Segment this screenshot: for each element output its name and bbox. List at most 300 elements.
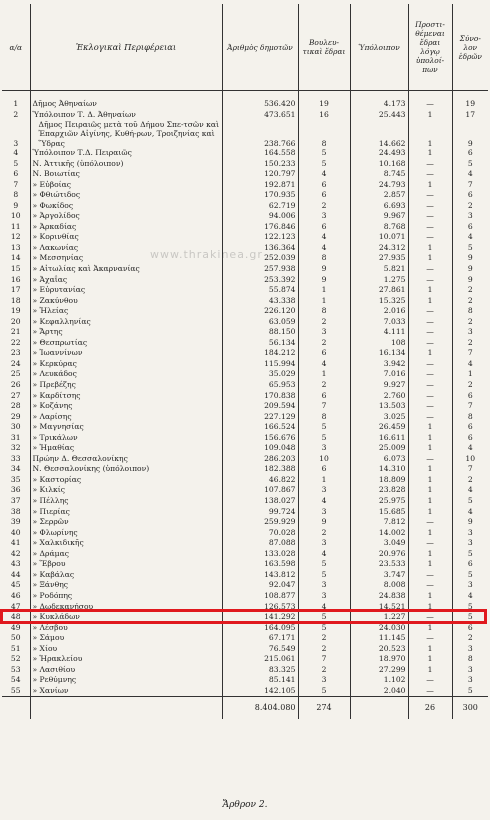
row-number: 54 <box>10 675 21 685</box>
table-row <box>2 359 488 370</box>
seats: 3 <box>298 675 350 686</box>
remainder: 7.016 <box>350 369 408 380</box>
row-number: 31 <box>10 432 21 442</box>
table-row <box>2 528 488 539</box>
population: 107.867 <box>222 485 298 496</box>
row-number: 53 <box>10 664 21 674</box>
seats: 7 <box>298 401 350 412</box>
population: 55.874 <box>222 285 298 296</box>
remainder: 2.040 <box>350 686 408 697</box>
population: 43.338 <box>222 296 298 307</box>
header-population: Ἀριθμὸς δημοτῶν <box>222 4 298 91</box>
row-number: 35 <box>10 474 21 484</box>
row-number: 32 <box>10 443 21 453</box>
row-number: 1 <box>13 99 19 108</box>
table-row <box>2 496 488 507</box>
extra-seats: 1 <box>408 644 452 655</box>
remainder: 14.521 <box>350 602 408 613</box>
row-number: 11 <box>10 221 21 231</box>
seats: 16 <box>298 110 350 121</box>
remainder: 2.760 <box>350 391 408 402</box>
table-row <box>2 159 488 170</box>
extra-seats: — <box>408 391 452 402</box>
remainder: 25.443 <box>350 110 408 121</box>
seats: 19 <box>298 99 350 110</box>
population: 536.420 <box>222 99 298 110</box>
district-name: » Αἰτωλίας καὶ Ἀκαρνανίας <box>30 264 222 275</box>
row-number: 13 <box>10 242 21 252</box>
seats: 4 <box>298 359 350 370</box>
population: 192.871 <box>222 180 298 191</box>
header-remainder: Ὑπόλοιπον <box>350 4 408 91</box>
seats: 1 <box>298 369 350 380</box>
extra-seats: — <box>408 159 452 170</box>
district-name: » Κιλκίς <box>30 485 222 496</box>
table-row <box>2 327 488 338</box>
seats: 4 <box>298 232 350 243</box>
remainder: 24.838 <box>350 591 408 602</box>
table-row <box>2 285 488 296</box>
extra-seats: 1 <box>408 528 452 539</box>
population: 62.719 <box>222 201 298 212</box>
table-header-row <box>2 4 488 91</box>
extra-seats: — <box>408 190 452 201</box>
remainder: 11.145 <box>350 633 408 644</box>
population: 166.524 <box>222 422 298 433</box>
remainder: 3.025 <box>350 412 408 423</box>
seats: 3 <box>298 327 350 338</box>
row-number: 46 <box>10 590 21 600</box>
row-number: 18 <box>10 295 21 305</box>
seats: 2 <box>298 644 350 655</box>
table-row <box>2 369 488 380</box>
extra-seats: — <box>408 538 452 549</box>
population: 56.134 <box>222 338 298 349</box>
district-name: » Ἰωαννίνων <box>30 348 222 359</box>
district-name: » Χανίων <box>30 686 222 697</box>
table-row <box>2 507 488 518</box>
seats: 2 <box>298 380 350 391</box>
population: 156.676 <box>222 433 298 444</box>
remainder: 20.523 <box>350 644 408 655</box>
extra-seats: — <box>408 570 452 581</box>
seats: 5 <box>298 148 350 159</box>
district-name: » Κοζάνης <box>30 401 222 412</box>
watermark: www.thrakinea.gr <box>150 248 263 261</box>
total-seats: 5 <box>452 612 488 623</box>
total-seats: 3 <box>452 211 488 222</box>
seats: 4 <box>298 243 350 254</box>
table-row <box>2 454 488 465</box>
seats: 2 <box>298 317 350 328</box>
row-number: 34 <box>10 464 21 474</box>
remainder: 3.942 <box>350 359 408 370</box>
remainder: 6.073 <box>350 454 408 465</box>
population: 184.212 <box>222 348 298 359</box>
population: 164.558 <box>222 148 298 159</box>
remainder: 8.745 <box>350 169 408 180</box>
remainder: 4.111 <box>350 327 408 338</box>
extra-seats: — <box>408 317 452 328</box>
seats: 6 <box>298 222 350 233</box>
seats: 4 <box>298 549 350 560</box>
table-row <box>2 433 488 444</box>
district-name: » Ἡρακλείου <box>30 654 222 665</box>
district-name: » Ζακύνθου <box>30 296 222 307</box>
population: 150.233 <box>222 159 298 170</box>
district-name: » Καστορίας <box>30 475 222 486</box>
remainder: 6.693 <box>350 201 408 212</box>
spacer-row <box>2 91 488 100</box>
table-row <box>2 559 488 570</box>
total-seats: 9 <box>452 120 488 148</box>
remainder: 8.008 <box>350 580 408 591</box>
seats: 7 <box>298 654 350 665</box>
extra-seats: 1 <box>408 422 452 433</box>
row-number: 27 <box>10 390 21 400</box>
extra-seats: 1 <box>408 496 452 507</box>
row-number: 23 <box>10 348 21 358</box>
population: 176.846 <box>222 222 298 233</box>
row-number: 12 <box>10 232 21 242</box>
remainder: 15.685 <box>350 507 408 518</box>
seats: 1 <box>298 285 350 296</box>
row-number: 43 <box>10 559 21 569</box>
seats: 5 <box>298 623 350 634</box>
total-seats-base: 274 <box>298 697 350 720</box>
extra-seats: — <box>408 612 452 623</box>
extra-seats: — <box>408 306 452 317</box>
extra-seats: 1 <box>408 623 452 634</box>
row-number: 21 <box>10 327 21 337</box>
table-row <box>2 443 488 454</box>
district-name: » Χαλκιδικῆς <box>30 538 222 549</box>
table-row <box>2 686 488 697</box>
total-seats: 3 <box>452 538 488 549</box>
extra-seats: — <box>408 169 452 180</box>
seats: 5 <box>298 159 350 170</box>
remainder: 23.828 <box>350 485 408 496</box>
population: 94.006 <box>222 211 298 222</box>
table-row <box>2 148 488 159</box>
extra-seats: 1 <box>408 602 452 613</box>
remainder: 15.325 <box>350 296 408 307</box>
district-name: » Μεσσηνίας <box>30 253 222 264</box>
extra-seats: — <box>408 380 452 391</box>
remainder: 2.016 <box>350 306 408 317</box>
extra-seats: 1 <box>408 464 452 475</box>
row-number: 38 <box>10 506 21 516</box>
extra-seats: 1 <box>408 253 452 264</box>
remainder: 14.002 <box>350 528 408 539</box>
total-seats: 9 <box>452 264 488 275</box>
seats: 1 <box>298 296 350 307</box>
population: 259.929 <box>222 517 298 528</box>
remainder: 10.168 <box>350 159 408 170</box>
population: 209.594 <box>222 401 298 412</box>
row-number: 17 <box>10 285 21 295</box>
total-seats: 2 <box>452 285 488 296</box>
remainder: 2.857 <box>350 190 408 201</box>
total-population: 8.404.080 <box>222 697 298 720</box>
table-row <box>2 275 488 286</box>
remainder: 10.071 <box>350 232 408 243</box>
total-seats: 6 <box>452 391 488 402</box>
total-seats: 6 <box>452 190 488 201</box>
total-seats: 7 <box>452 348 488 359</box>
row-number: 14 <box>10 253 21 263</box>
row-number: 26 <box>10 380 21 390</box>
total-seats: 7 <box>452 401 488 412</box>
population: 163.598 <box>222 559 298 570</box>
district-name: Δῆμος Ἀθηναίων <box>30 99 222 110</box>
total-seats: 6 <box>452 433 488 444</box>
table-row <box>2 338 488 349</box>
seats: 8 <box>298 253 350 264</box>
table-row <box>2 422 488 433</box>
total-seats: 9 <box>452 517 488 528</box>
population: 226.120 <box>222 306 298 317</box>
total-seats: 4 <box>452 507 488 518</box>
row-number: 9 <box>13 200 19 210</box>
row-number: 44 <box>10 569 21 579</box>
population: 122.123 <box>222 232 298 243</box>
district-name: Ὑπόλοιπον Τ. Δ. Ἀθηναίων <box>30 110 222 121</box>
row-number: 40 <box>10 527 21 537</box>
seats: 4 <box>298 602 350 613</box>
table-row <box>2 99 488 110</box>
seats: 3 <box>298 507 350 518</box>
population: 227.129 <box>222 412 298 423</box>
extra-seats: — <box>408 275 452 286</box>
extra-seats: 1 <box>408 120 452 148</box>
total-seats: 4 <box>452 485 488 496</box>
seats: 5 <box>298 686 350 697</box>
total-seats: 2 <box>452 633 488 644</box>
extra-seats: — <box>408 211 452 222</box>
table-row <box>2 665 488 676</box>
population: 65.953 <box>222 380 298 391</box>
extra-seats: — <box>408 633 452 644</box>
remainder: 24.793 <box>350 180 408 191</box>
remainder: 18.970 <box>350 654 408 665</box>
seats: 6 <box>298 190 350 201</box>
row-number: 47 <box>10 601 21 611</box>
population: 143.812 <box>222 570 298 581</box>
table-row <box>2 169 488 180</box>
population: 257.938 <box>222 264 298 275</box>
remainder: 25.975 <box>350 496 408 507</box>
extra-seats: — <box>408 454 452 465</box>
population: 182.388 <box>222 464 298 475</box>
row-number: 42 <box>10 548 21 558</box>
district-name: » Φωκίδος <box>30 201 222 212</box>
district-name: » Λευκάδος <box>30 369 222 380</box>
remainder: 5.821 <box>350 264 408 275</box>
extra-seats: — <box>408 232 452 243</box>
total-seats: 2 <box>452 475 488 486</box>
table-row <box>2 201 488 212</box>
remainder: 25.009 <box>350 443 408 454</box>
row-number: 30 <box>10 422 21 432</box>
extra-seats: 1 <box>408 148 452 159</box>
total-extra-seats: 26 <box>408 697 452 720</box>
population: 35.029 <box>222 369 298 380</box>
population: 115.994 <box>222 359 298 370</box>
remainder: 3.049 <box>350 538 408 549</box>
seats: 9 <box>298 517 350 528</box>
population: 170.935 <box>222 190 298 201</box>
total-seats: 9 <box>452 275 488 286</box>
table-row <box>2 243 488 254</box>
population: 108.877 <box>222 591 298 602</box>
seats: 8 <box>298 120 350 148</box>
remainder: 14.310 <box>350 464 408 475</box>
total-seats: 300 <box>452 697 488 720</box>
table-row <box>2 348 488 359</box>
table-row <box>2 654 488 665</box>
seats: 2 <box>298 528 350 539</box>
total-seats: 8 <box>452 412 488 423</box>
total-seats: 6 <box>452 559 488 570</box>
table-row <box>2 211 488 222</box>
remainder: 24.493 <box>350 148 408 159</box>
remainder: 23.533 <box>350 559 408 570</box>
total-seats: 8 <box>452 654 488 665</box>
table-row <box>2 633 488 644</box>
total-seats: 6 <box>452 222 488 233</box>
district-name: » Ἀργολίδος <box>30 211 222 222</box>
total-seats: 8 <box>452 306 488 317</box>
header-aa: α/α <box>2 4 30 91</box>
table-row <box>2 190 488 201</box>
total-seats: 4 <box>452 169 488 180</box>
total-seats: 1 <box>452 369 488 380</box>
extra-seats: 1 <box>408 348 452 359</box>
total-seats: 6 <box>452 148 488 159</box>
district-name: » Ροδόπης <box>30 591 222 602</box>
remainder: 14.662 <box>350 120 408 148</box>
header-district: Ἐκλογικαὶ Περιφέρειαι <box>30 4 222 91</box>
extra-seats: 1 <box>408 296 452 307</box>
seats: 6 <box>298 464 350 475</box>
district-name: » Φθιώτιδος <box>30 190 222 201</box>
seats: 5 <box>298 570 350 581</box>
population: 92.047 <box>222 580 298 591</box>
remainder: 3.747 <box>350 570 408 581</box>
table-row <box>2 180 488 191</box>
row-number: 7 <box>13 179 19 189</box>
district-name: » Ἠμαθίας <box>30 443 222 454</box>
total-seats: 10 <box>452 454 488 465</box>
table-row <box>2 391 488 402</box>
remainder: 108 <box>350 338 408 349</box>
row-number: 28 <box>10 401 21 411</box>
table-row <box>2 580 488 591</box>
highlight-box <box>0 609 487 624</box>
table-row <box>2 485 488 496</box>
total-seats: 2 <box>452 380 488 391</box>
table-row <box>2 570 488 581</box>
total-seats: 4 <box>452 359 488 370</box>
district-name: Ὑπόλοιπον Τ.Δ. Πειραιῶς <box>30 148 222 159</box>
population: 473.651 <box>222 110 298 121</box>
header-seats: Βουλευ-τικαὶ ἕδραι <box>298 4 350 91</box>
row-number: 48 <box>10 612 21 622</box>
seats: 9 <box>298 264 350 275</box>
extra-seats: — <box>408 99 452 110</box>
totals-row <box>2 697 488 720</box>
table-row <box>2 412 488 423</box>
extra-seats: 1 <box>408 654 452 665</box>
population: 63.059 <box>222 317 298 328</box>
seats: 5 <box>298 559 350 570</box>
table-row <box>2 549 488 560</box>
row-number: 25 <box>10 369 21 379</box>
population: 136.364 <box>222 243 298 254</box>
seats: 1 <box>298 475 350 486</box>
population: 70.028 <box>222 528 298 539</box>
remainder: 13.503 <box>350 401 408 412</box>
extra-seats: — <box>408 369 452 380</box>
extra-seats: — <box>408 675 452 686</box>
district-name: » Ἀρκαδίας <box>30 222 222 233</box>
seats: 3 <box>298 538 350 549</box>
seats: 3 <box>298 591 350 602</box>
population: 142.105 <box>222 686 298 697</box>
table-row <box>2 232 488 243</box>
total-seats: 2 <box>452 317 488 328</box>
row-number: 20 <box>10 316 21 326</box>
extra-seats: — <box>408 264 452 275</box>
district-name: » Κεφαλληνίας <box>30 317 222 328</box>
district-name: » Εὐβοίας <box>30 180 222 191</box>
population: 164.095 <box>222 623 298 634</box>
seats: 8 <box>298 306 350 317</box>
row-number: 24 <box>10 358 21 368</box>
extra-seats: — <box>408 401 452 412</box>
district-name: » Ἀχαΐας <box>30 275 222 286</box>
district-name: » Ἄρτης <box>30 327 222 338</box>
population: 252.039 <box>222 253 298 264</box>
population: 120.797 <box>222 169 298 180</box>
table-row <box>2 222 488 233</box>
extra-seats: — <box>408 327 452 338</box>
district-name: » Κερκύρας <box>30 359 222 370</box>
total-seats: 7 <box>452 464 488 475</box>
total-seats: 5 <box>452 686 488 697</box>
total-seats: 5 <box>452 496 488 507</box>
total-seats: 3 <box>452 675 488 686</box>
district-name: » Δωδεκανήσου <box>30 602 222 613</box>
row-number: 37 <box>10 496 21 506</box>
row-number: 22 <box>10 337 21 347</box>
table-row <box>2 475 488 486</box>
row-number: 36 <box>10 485 21 495</box>
district-name: Ν. Ἀττικῆς (ὑπόλοιπον) <box>30 159 222 170</box>
total-seats: 6 <box>452 623 488 634</box>
extra-seats: 1 <box>408 443 452 454</box>
district-name: » Δράμας <box>30 549 222 560</box>
seats: 2 <box>298 201 350 212</box>
extra-seats: — <box>408 338 452 349</box>
table-row <box>2 380 488 391</box>
row-number: 33 <box>10 453 21 463</box>
table-row <box>2 306 488 317</box>
seats: 2 <box>298 633 350 644</box>
remainder: 24.030 <box>350 623 408 634</box>
population: 141.292 <box>222 612 298 623</box>
